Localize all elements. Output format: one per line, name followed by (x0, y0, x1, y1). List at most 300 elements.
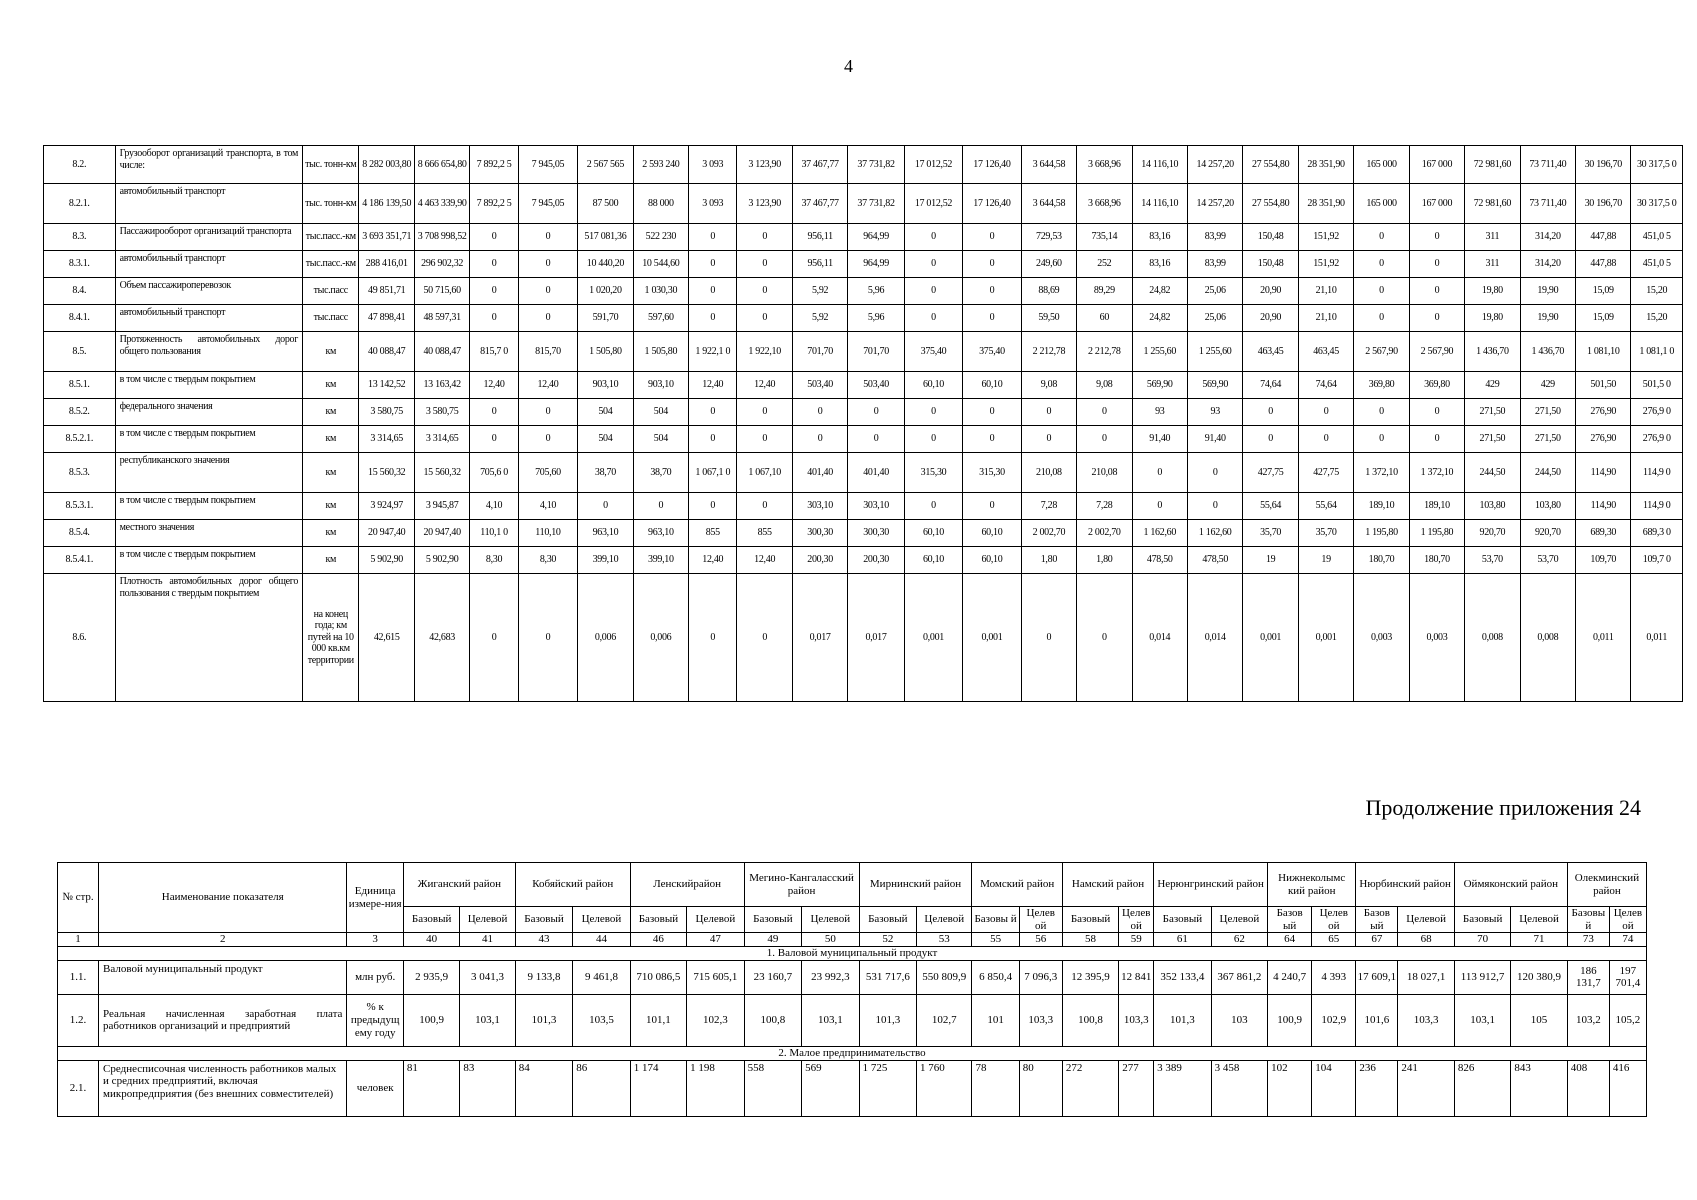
value-cell: 0 (904, 399, 962, 426)
value-cell: 1 505,80 (633, 332, 688, 372)
column-number: 44 (573, 933, 630, 947)
value-cell: 591,70 (578, 305, 633, 332)
value-cell: 0 (963, 224, 1021, 251)
value-cell: 3 314,65 (359, 426, 414, 453)
subheader-cell: Целевой (460, 907, 515, 933)
value-cell: 0 (1243, 426, 1298, 453)
value-cell: 956,11 (792, 251, 847, 278)
unit-cell: тыс.пасс (303, 278, 359, 305)
value-cell: 375,40 (963, 332, 1021, 372)
value-cell: 27 554,80 (1243, 184, 1298, 224)
column-number: 46 (630, 933, 686, 947)
value-cell: 104 (1312, 1060, 1356, 1116)
value-cell: 276,90 (1576, 399, 1631, 426)
value-cell: 167 000 (1409, 184, 1464, 224)
value-cell: 0 (518, 574, 577, 702)
section-row (58, 1046, 1647, 1060)
value-cell: 369,80 (1354, 372, 1409, 399)
indicator-name: Пассажирооборот организаций транспорта (115, 224, 302, 251)
value-cell: 17 126,40 (963, 146, 1021, 184)
subheader-cell: Целевой (573, 907, 630, 933)
value-cell: 40 088,47 (359, 332, 414, 372)
indicator-name: в том числе с твердым покрытием (115, 372, 302, 399)
unit-cell: км (303, 453, 359, 493)
value-cell: 463,45 (1298, 332, 1353, 372)
value-cell: 429 (1465, 372, 1520, 399)
value-cell: 1 195,80 (1354, 520, 1409, 547)
value-cell: 60,10 (904, 372, 962, 399)
district-header: Оймяконский район (1454, 863, 1567, 907)
value-cell: 9 133,8 (515, 960, 572, 994)
header-unit: Единица измере-ния (347, 863, 403, 933)
value-cell: 102,9 (1312, 994, 1356, 1046)
value-cell: 501,5 0 (1631, 372, 1683, 399)
value-cell: 12 395,9 (1062, 960, 1118, 994)
value-cell: 17 609,1 (1356, 960, 1398, 994)
value-cell: 9 461,8 (573, 960, 630, 994)
value-cell: 167 000 (1409, 146, 1464, 184)
value-cell: 504 (578, 399, 633, 426)
value-cell: 7 096,3 (1019, 960, 1062, 994)
value-cell: 276,9 0 (1631, 399, 1683, 426)
row-number: 8.6. (44, 574, 116, 702)
unit-cell: на конец года; км путей на 10 000 кв.км территории (303, 574, 359, 702)
value-cell: 427,75 (1298, 453, 1353, 493)
continuation-title: Продолжение приложения 24 (1365, 795, 1641, 820)
value-cell: 2 567,90 (1409, 332, 1464, 372)
value-cell: 0 (1409, 426, 1464, 453)
value-cell: 271,50 (1465, 426, 1520, 453)
value-cell: 0 (737, 251, 792, 278)
value-cell: 0 (848, 426, 904, 453)
value-cell: 53,70 (1465, 547, 1520, 574)
value-cell: 30 317,5 0 (1631, 184, 1683, 224)
value-cell: 74,64 (1298, 372, 1353, 399)
value-cell: 210,08 (1021, 453, 1076, 493)
value-cell: 0 (737, 399, 792, 426)
value-cell: 12,40 (689, 547, 737, 574)
value-cell: 0 (904, 426, 962, 453)
value-cell: 60,10 (963, 547, 1021, 574)
value-cell: 27 554,80 (1243, 146, 1298, 184)
value-cell: 0,003 (1354, 574, 1409, 702)
value-cell: 165 000 (1354, 184, 1409, 224)
value-cell: 15,09 (1576, 278, 1631, 305)
value-cell: 1 198 (687, 1060, 744, 1116)
column-number: 70 (1454, 933, 1510, 947)
value-cell: 17 012,52 (904, 146, 962, 184)
value-cell: 83,99 (1187, 251, 1242, 278)
value-cell: 114,90 (1576, 453, 1631, 493)
value-cell: 9,08 (1077, 372, 1132, 399)
value-cell: 73 711,40 (1520, 184, 1575, 224)
column-number: 61 (1154, 933, 1211, 947)
value-cell: 10 544,60 (633, 251, 688, 278)
column-number: 2 (99, 933, 347, 947)
column-number: 58 (1062, 933, 1118, 947)
unit-cell: км (303, 547, 359, 574)
table-row (44, 251, 1683, 278)
value-cell: 186 131,7 (1567, 960, 1609, 994)
table-row (44, 547, 1683, 574)
value-cell: 1 081,10 (1576, 332, 1631, 372)
value-cell: 15 560,32 (414, 453, 469, 493)
value-cell: 120 380,9 (1511, 960, 1567, 994)
value-cell: 83,16 (1132, 251, 1187, 278)
value-cell: 689,3 0 (1631, 520, 1683, 547)
table-row (44, 184, 1683, 224)
value-cell: 2 567,90 (1354, 332, 1409, 372)
value-cell: 0 (689, 305, 737, 332)
value-cell: 15 560,32 (359, 453, 414, 493)
value-cell: 87 500 (578, 184, 633, 224)
indicator-name: Плотность автомобильных дорог общего пользования с твердым покрытием (115, 574, 302, 702)
column-number: 56 (1019, 933, 1062, 947)
value-cell: 14 257,20 (1187, 146, 1242, 184)
row-number: 8.5.3.1. (44, 493, 116, 520)
value-cell: 1 922,10 (737, 332, 792, 372)
section-title: 2. Малое предпринимательство (58, 1046, 1647, 1060)
value-cell: 15,09 (1576, 305, 1631, 332)
value-cell: 5,92 (792, 305, 847, 332)
value-cell: 103,5 (573, 994, 630, 1046)
value-cell: 0 (1132, 453, 1187, 493)
value-cell: 180,70 (1354, 547, 1409, 574)
value-cell: 3 314,65 (414, 426, 469, 453)
value-cell: 42,615 (359, 574, 414, 702)
value-cell: 399,10 (633, 547, 688, 574)
value-cell: 0 (470, 224, 518, 251)
value-cell: 903,10 (578, 372, 633, 399)
value-cell: 3 644,58 (1021, 184, 1076, 224)
value-cell: 1 372,10 (1409, 453, 1464, 493)
value-cell: 78 (972, 1060, 1019, 1116)
value-cell: 103,3 (1019, 994, 1062, 1046)
table-row (44, 278, 1683, 305)
value-cell: 165 000 (1354, 146, 1409, 184)
table-row (44, 224, 1683, 251)
column-number: 64 (1268, 933, 1312, 947)
value-cell: 25,06 (1187, 278, 1242, 305)
subheader-cell: Целевой (1211, 907, 1267, 933)
value-cell: 447,88 (1576, 251, 1631, 278)
value-cell: 7 945,05 (518, 184, 577, 224)
value-cell: 38,70 (633, 453, 688, 493)
value-cell: 689,30 (1576, 520, 1631, 547)
column-number: 53 (917, 933, 972, 947)
value-cell: 4 393 (1312, 960, 1356, 994)
subheader-cell: Базовый (1454, 907, 1510, 933)
value-cell: 114,9 0 (1631, 453, 1683, 493)
value-cell: 710 086,5 (630, 960, 686, 994)
value-cell: 276,90 (1576, 426, 1631, 453)
value-cell: 2 002,70 (1021, 520, 1076, 547)
value-cell: 0,006 (578, 574, 633, 702)
column-number: 65 (1312, 933, 1356, 947)
subheader-cell: Целевой (917, 907, 972, 933)
value-cell: 86 (573, 1060, 630, 1116)
value-cell: 0,001 (1243, 574, 1298, 702)
header-name: Наименование показателя (99, 863, 347, 933)
value-cell: 21,10 (1298, 305, 1353, 332)
value-cell: 0 (578, 493, 633, 520)
unit-cell: км (303, 399, 359, 426)
value-cell: 1 372,10 (1354, 453, 1409, 493)
value-cell: 843 (1511, 1060, 1567, 1116)
subheader-cell: Целев ой (1119, 907, 1154, 933)
value-cell: 210,08 (1077, 453, 1132, 493)
value-cell: 0,008 (1520, 574, 1575, 702)
value-cell: 0,008 (1465, 574, 1520, 702)
value-cell: 42,683 (414, 574, 469, 702)
value-cell: 0,014 (1132, 574, 1187, 702)
value-cell: 300,30 (792, 520, 847, 547)
value-cell: 0 (1409, 305, 1464, 332)
value-cell: 1 760 (917, 1060, 972, 1116)
value-cell: 20 947,40 (414, 520, 469, 547)
indicator-name: в том числе с твердым покрытием (115, 547, 302, 574)
row-number: 8.2.1. (44, 184, 116, 224)
column-number: 43 (515, 933, 572, 947)
value-cell: 2 212,78 (1077, 332, 1132, 372)
value-cell: 0 (1354, 305, 1409, 332)
value-cell: 37 731,82 (848, 146, 904, 184)
value-cell: 12,40 (518, 372, 577, 399)
value-cell: 2 567 565 (578, 146, 633, 184)
value-cell: 964,99 (848, 251, 904, 278)
value-cell: 0,003 (1409, 574, 1464, 702)
column-number: 1 (58, 933, 99, 947)
value-cell: 23 160,7 (744, 960, 801, 994)
district-header: Жиганский район (403, 863, 515, 907)
value-cell: 1 067,10 (737, 453, 792, 493)
value-cell: 504 (578, 426, 633, 453)
value-cell: 100,8 (744, 994, 801, 1046)
subheader-cell: Целев ой (1312, 907, 1356, 933)
value-cell: 569 (802, 1060, 859, 1116)
value-cell: 12,40 (689, 372, 737, 399)
value-cell: 37 731,82 (848, 184, 904, 224)
value-cell: 1 020,20 (578, 278, 633, 305)
value-cell: 101,6 (1356, 994, 1398, 1046)
value-cell: 10 440,20 (578, 251, 633, 278)
value-cell: 1 436,70 (1465, 332, 1520, 372)
value-cell: 17 126,40 (963, 184, 1021, 224)
value-cell: 38,70 (578, 453, 633, 493)
value-cell: 0 (737, 224, 792, 251)
value-cell: 0 (963, 426, 1021, 453)
value-cell: 903,10 (633, 372, 688, 399)
value-cell: 74,64 (1243, 372, 1298, 399)
value-cell: 855 (689, 520, 737, 547)
value-cell: 5 902,90 (359, 547, 414, 574)
value-cell: 20 947,40 (359, 520, 414, 547)
value-cell: 7 945,05 (518, 146, 577, 184)
value-cell: 451,0 5 (1631, 251, 1683, 278)
column-number: 55 (972, 933, 1019, 947)
value-cell: 100,9 (1268, 994, 1312, 1046)
table-row (44, 332, 1683, 372)
value-cell: 311 (1465, 224, 1520, 251)
header-row (58, 863, 1647, 907)
value-cell: 0 (963, 251, 1021, 278)
row-number: 8.5.2. (44, 399, 116, 426)
value-cell: 3 093 (689, 146, 737, 184)
value-cell: 705,6 0 (470, 453, 518, 493)
table-row (44, 520, 1683, 547)
subheader-cell: Целевой (1511, 907, 1567, 933)
indicator-name: местного значения (115, 520, 302, 547)
value-cell: 83 (460, 1060, 515, 1116)
value-cell: 964,99 (848, 224, 904, 251)
value-cell: 447,88 (1576, 224, 1631, 251)
value-cell: 0 (1354, 399, 1409, 426)
column-number: 71 (1511, 933, 1567, 947)
value-cell: 416 (1609, 1060, 1646, 1116)
value-cell: 109,7 0 (1631, 547, 1683, 574)
value-cell: 0 (689, 251, 737, 278)
table-row (44, 305, 1683, 332)
row-number: 8.5.4.1. (44, 547, 116, 574)
value-cell: 920,70 (1465, 520, 1520, 547)
column-numbers-row (58, 933, 1647, 947)
row-number: 2.1. (58, 1060, 99, 1116)
value-cell: 2 935,9 (403, 960, 459, 994)
value-cell: 0 (904, 251, 962, 278)
value-cell: 3 580,75 (359, 399, 414, 426)
table-row (44, 146, 1683, 184)
unit-cell: км (303, 332, 359, 372)
value-cell: 88 000 (633, 184, 688, 224)
top-table (43, 145, 1683, 702)
value-cell: 0 (1021, 399, 1076, 426)
value-cell: 252 (1077, 251, 1132, 278)
value-cell: 401,40 (848, 453, 904, 493)
value-cell: 0 (1298, 399, 1353, 426)
value-cell: 0 (792, 399, 847, 426)
value-cell: 3 945,87 (414, 493, 469, 520)
value-cell: 83,16 (1132, 224, 1187, 251)
value-cell: 401,40 (792, 453, 847, 493)
value-cell: 0,001 (1298, 574, 1353, 702)
value-cell: 12,40 (737, 547, 792, 574)
column-number: 40 (403, 933, 459, 947)
value-cell: 18 027,1 (1398, 960, 1454, 994)
value-cell: 19,80 (1465, 278, 1520, 305)
value-cell: 55,64 (1298, 493, 1353, 520)
value-cell: 114,90 (1576, 493, 1631, 520)
value-cell: 35,70 (1243, 520, 1298, 547)
value-cell: 288 416,01 (359, 251, 414, 278)
value-cell: 735,14 (1077, 224, 1132, 251)
value-cell: 1 067,1 0 (689, 453, 737, 493)
value-cell: 110,1 0 (470, 520, 518, 547)
value-cell: 30 317,5 0 (1631, 146, 1683, 184)
value-cell: 0 (518, 278, 577, 305)
value-cell: 0 (470, 426, 518, 453)
value-cell: 19,90 (1520, 278, 1575, 305)
subheader-cell: Базовый (1154, 907, 1211, 933)
value-cell: 1 174 (630, 1060, 686, 1116)
table-row (44, 574, 1683, 702)
indicator-name: автомобильный транспорт (115, 305, 302, 332)
value-cell: 0 (1409, 224, 1464, 251)
value-cell: 0,001 (963, 574, 1021, 702)
value-cell: 101,3 (1154, 994, 1211, 1046)
value-cell: 93 (1187, 399, 1242, 426)
value-cell: 0 (1077, 399, 1132, 426)
indicator-name: автомобильный транспорт (115, 251, 302, 278)
indicator-name: в том числе с твердым покрытием (115, 493, 302, 520)
subheader-cell: Базов ый (1268, 907, 1312, 933)
value-cell: 429 (1520, 372, 1575, 399)
table-row (44, 426, 1683, 453)
value-cell: 963,10 (633, 520, 688, 547)
district-header: Нерюнгринский район (1154, 863, 1268, 907)
district-header: Нижнеколымс кий район (1268, 863, 1356, 907)
value-cell: 0 (1077, 426, 1132, 453)
value-cell: 4,10 (518, 493, 577, 520)
value-cell: 14 257,20 (1187, 184, 1242, 224)
value-cell: 244,50 (1520, 453, 1575, 493)
value-cell: 109,70 (1576, 547, 1631, 574)
value-cell: 102,3 (687, 994, 744, 1046)
value-cell: 3 644,58 (1021, 146, 1076, 184)
value-cell: 91,40 (1132, 426, 1187, 453)
value-cell: 244,50 (1465, 453, 1520, 493)
value-cell: 0 (633, 493, 688, 520)
value-cell: 30 196,70 (1576, 184, 1631, 224)
row-number: 8.2. (44, 146, 116, 184)
value-cell: 60,10 (963, 520, 1021, 547)
value-cell: 478,50 (1132, 547, 1187, 574)
value-cell: 0 (518, 305, 577, 332)
value-cell: 73 711,40 (1520, 146, 1575, 184)
value-cell: 150,48 (1243, 224, 1298, 251)
indicator-name: Валовой муниципальный продукт (99, 960, 347, 994)
section-title: 1. Валовой муниципальный продукт (58, 947, 1647, 961)
value-cell: 60,10 (904, 547, 962, 574)
value-cell: 5,92 (792, 278, 847, 305)
value-cell: 24,82 (1132, 305, 1187, 332)
unit-cell: км (303, 493, 359, 520)
column-number: 52 (859, 933, 916, 947)
unit-cell: км (303, 426, 359, 453)
value-cell: 189,10 (1354, 493, 1409, 520)
indicator-name: Реальная начисленная заработная плата работников организаций и предприятий (99, 994, 347, 1046)
value-cell: 103,3 (1119, 994, 1154, 1046)
value-cell: 180,70 (1409, 547, 1464, 574)
value-cell: 277 (1119, 1060, 1154, 1116)
subheader-cell: Базовый (1062, 907, 1118, 933)
value-cell: 463,45 (1243, 332, 1298, 372)
value-cell: 15,20 (1631, 305, 1683, 332)
value-cell: 24,82 (1132, 278, 1187, 305)
value-cell: 19 (1298, 547, 1353, 574)
value-cell: 14 116,10 (1132, 184, 1187, 224)
value-cell: 12 841 (1119, 960, 1154, 994)
row-number: 8.4.1. (44, 305, 116, 332)
value-cell: 1 255,60 (1187, 332, 1242, 372)
value-cell: 531 717,6 (859, 960, 916, 994)
value-cell: 0 (848, 399, 904, 426)
district-header: Кобяйский район (515, 863, 630, 907)
value-cell: 0 (963, 305, 1021, 332)
value-cell: 369,80 (1409, 372, 1464, 399)
value-cell: 150,48 (1243, 251, 1298, 278)
table-row (58, 994, 1647, 1046)
unit-cell: тыс. тонн-км (303, 146, 359, 184)
